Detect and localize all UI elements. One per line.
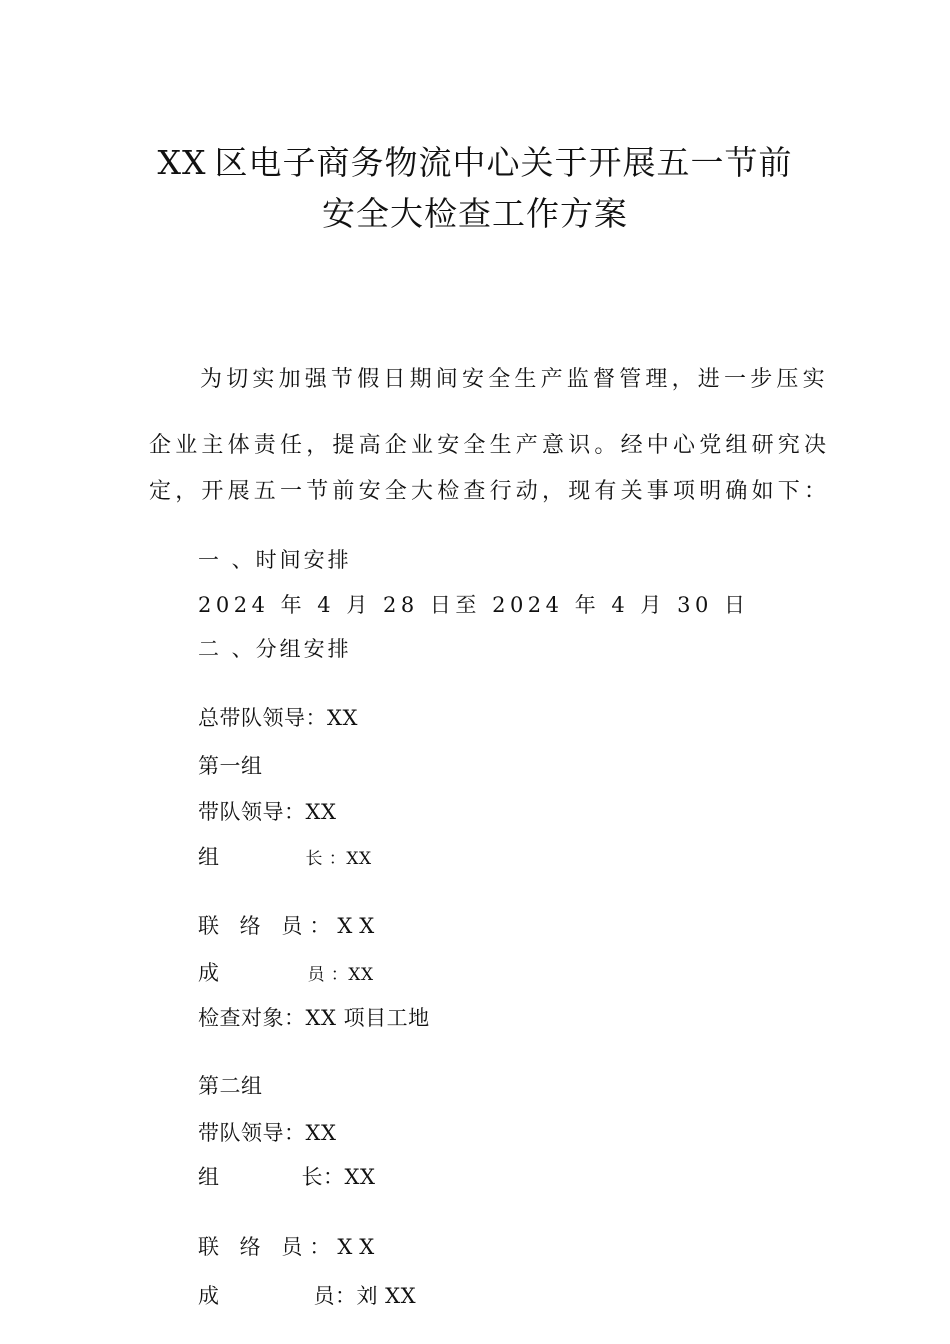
intro-paragraph-line-3: 定，开展五一节前安全大检查行动，现有关事项明确如下： [149, 479, 831, 504]
group-2-members-value: 员：刘 XX [313, 1284, 417, 1308]
group-1-name: 第一组 [198, 754, 263, 778]
group-1-leader: 带队领导：XX [198, 800, 337, 824]
overall-leader: 总带队领导：XX [198, 706, 358, 730]
section-1-date-range: 2024 年 4 月 28 日至 2024 年 4 月 30 日 [198, 593, 750, 617]
group-2-head-value: 长：XX [301, 1165, 376, 1189]
group-2-name: 第二组 [198, 1074, 263, 1098]
title-prefix: XX [157, 143, 207, 182]
group-1-head [198, 842, 372, 874]
document-title-line-1 [0, 143, 950, 183]
document-title-line-2: 安全大检查工作方案 [322, 194, 628, 233]
group-1-liaison: 联 络 员：XX [198, 914, 382, 938]
intro-paragraph-line-2: 企业主体责任，提高企业安全生产意识。经中心党组研究决 [149, 433, 831, 458]
group-1-members-label: 成 [198, 961, 220, 985]
section-1-heading: 一 、时间安排 [198, 548, 352, 572]
group-1-members [198, 958, 374, 990]
group-2-head [198, 1162, 375, 1192]
group-1-members-value: 员 ：XX [307, 965, 374, 985]
group-2-members-label: 成 [198, 1284, 220, 1308]
title-text-1: 区电子商务物流中心关于开展五一节前 [214, 143, 793, 182]
group-1-inspection-target: 检查对象：XX 项目工地 [198, 1006, 430, 1030]
group-2-head-label: 组 [198, 1165, 220, 1189]
group-2-liaison: 联 络 员：XX [198, 1235, 382, 1259]
group-2-leader: 带队领导：XX [198, 1121, 337, 1145]
intro-paragraph-line-1: 为切实加强节假日期间安全生产监督管理，进一步压实 [200, 367, 829, 392]
group-2-members [198, 1281, 416, 1311]
group-1-head-label: 组 [198, 845, 220, 869]
group-1-head-value: 长 ：XX [305, 849, 372, 869]
section-2-heading: 二 、分组安排 [198, 637, 352, 661]
